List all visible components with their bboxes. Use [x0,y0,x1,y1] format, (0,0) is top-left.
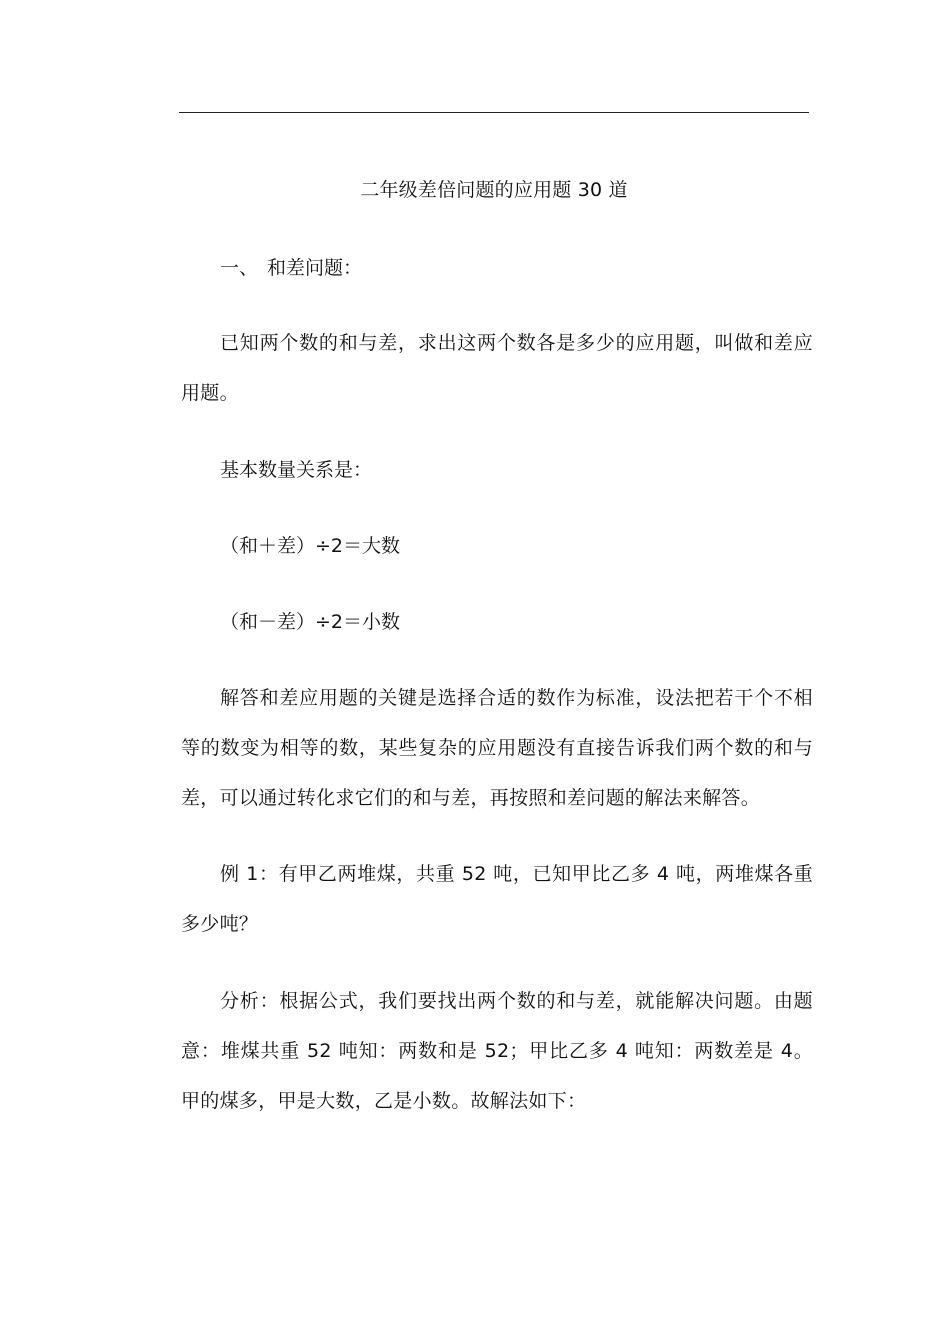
key-point-paragraph: 解答和差应用题的关键是选择合适的数作为标准，设法把若干个不相等的数变为相等的数，某些复杂的应用题没有直接告诉我们两个数的和与差，可以通过转化求它们的和与差，再按照和差问题的解法来解答。 [181,687,813,809]
section-heading-text: 和差问题： [267,257,363,279]
definition-paragraph: 已知两个数的和与差，求出这两个数各是多少的应用题，叫做和差应用题。 [181,332,813,404]
example-1-paragraph: 例 1：有甲乙两堆煤，共重 52 吨，已知甲比乙多 4 吨，两堆煤各重多少吨？ [181,863,813,935]
header-rule [179,112,809,113]
section-number: 一、 [220,257,259,279]
analysis-paragraph: 分析：根据公式，我们要找出两个数的和与差，就能解决问题。由题意：堆煤共重 52 吨知：两数和是 52；甲比乙多 4 吨知：两数差是 4。甲的煤多，甲是大数，乙是小数。故解法如下： [181,990,813,1112]
relation-intro: 基本数量关系是： [220,459,373,481]
formula-big-number: （和＋差）÷2＝大数 [220,535,401,557]
section-heading [220,254,362,282]
document-title: 二年级差倍问题的应用题 30 道 [360,179,628,201]
formula-small-number: （和－差）÷2＝小数 [220,611,401,633]
